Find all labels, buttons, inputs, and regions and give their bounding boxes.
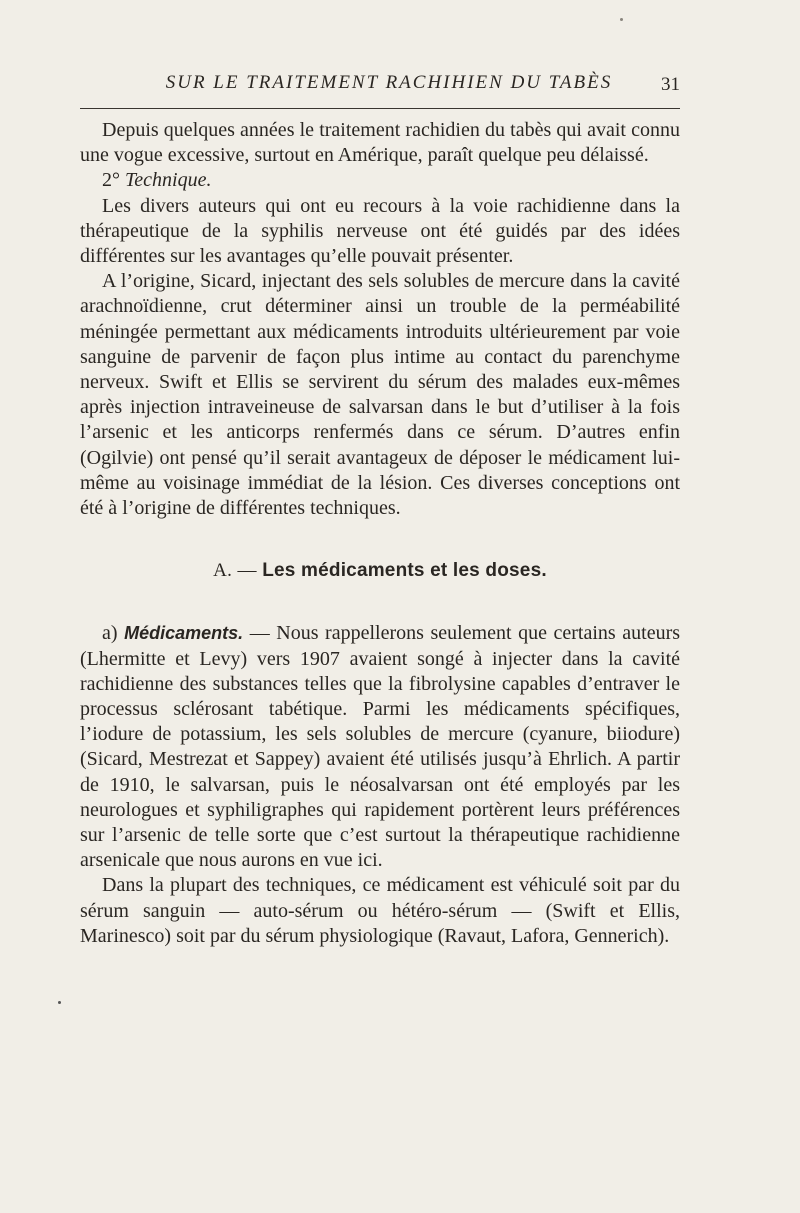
paragraph-3-text: — Nous rappellerons seulement que certains auteurs (Lhermitte et Levy) vers 1907 avaient songé à injecter dans la cavité rachidienne des substances telles que la fibrolysine capables d’entraver le processus sclérosant tabétique. Parmi les médicaments spécifiques, l’iodure de potassium, les sels solubles de mercure (cyanure, biiodure) (Sicard, Mestrezat et Sappey) avaient été utilisés jusqu’à Ehrlich. A partir de 1910, le salvarsan, puis le néosalvarsan ont été employés par les neurologues et syphiligraphes qui rapidement portèrent leurs préférences sur l’arsenic de telle sorte que c’est surtout la thérapeutique rachidienne arsenicale que nous aurons en vue ici.	[80, 622, 681, 872]
margin-mark	[58, 1001, 61, 1004]
page-header	[80, 72, 680, 102]
header-rule	[80, 108, 680, 109]
running-title: SUR LE TRAITEMENT RACHIHIEN DU TABÈS	[165, 72, 613, 93]
subheading-letter: A.	[213, 560, 233, 582]
section-title: Technique.	[125, 169, 212, 192]
subheading-dash: —	[237, 560, 257, 582]
page-number: 31	[661, 74, 680, 95]
section-heading	[80, 168, 680, 193]
page-body	[80, 118, 680, 949]
paragraph-1: Les divers auteurs qui ont eu recours à la voie rachidienne dans la thérapeutique de la syphilis nerveuse ont été guidés par des idées différentes sur les avantages qu’elle pouvait présenter.	[80, 194, 680, 268]
paper-speck	[620, 18, 623, 21]
paragraph-3	[80, 621, 680, 873]
subheading-text: Les médicaments et les doses.	[262, 560, 547, 582]
paragraph-4: Dans la plupart des techniques, ce médicament est véhiculé soit par du sérum sanguin — auto-sérum ou hétéro-sérum — (Swift et Ellis, Marinesco) soit par du sérum physiologique (Ravaut, Lafora, Gennerich).	[80, 874, 680, 947]
paragraph-3-runin: Médicaments.	[124, 623, 244, 644]
intro-paragraph: Depuis quelques années le traitement rachidien du tabès qui avait connu une vogue excessive, surtout en Amérique, paraît quelque peu délaissé.	[80, 119, 680, 167]
subheading	[80, 558, 680, 583]
section-number: 2°	[102, 169, 120, 192]
paragraph-3-label: a)	[102, 622, 118, 645]
paragraph-2: A l’origine, Sicard, injectant des sels solubles de mercure dans la cavité arachnoïdienne, crut déterminer ainsi un trouble de la perméabilité méningée permettant aux médicaments introduits ultérieurement par voie sanguine de parvenir de façon plus intime au contact du parenchyme nerveux. Swift et Ellis se servirent du sérum des malades eux-mêmes après injection intraveineuse de salvarsan dans le but d’utiliser à la fois l’arsenic et les anticorps renfermés dans ce sérum. D’autres enfin (Ogilvie) ont pensé qu’il serait avantageux de déposer le médicament lui-même au voisinage immédiat de la lésion. Ces diverses conceptions ont été à l’origine de différentes techniques.	[80, 270, 680, 520]
